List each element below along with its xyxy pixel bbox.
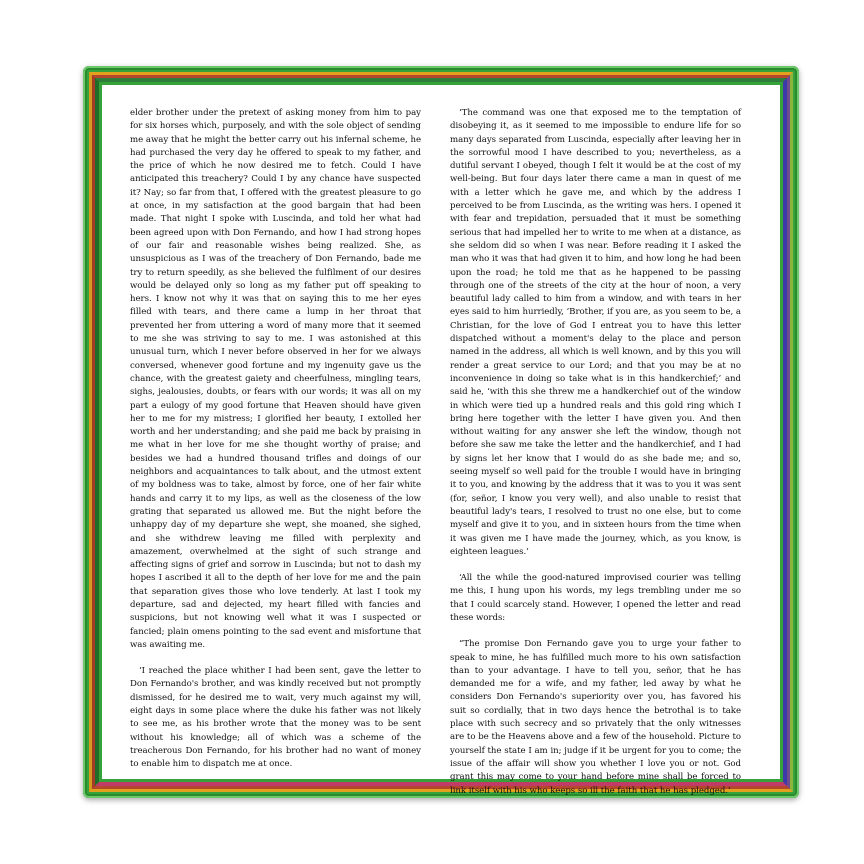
paragraph: ‘All the while the good-natured improvised courier was telling me this, I hung upon his words, my legs trembling under me so that I could scarcely stand. However, I opened the letter and read these words: xyxy=(450,573,741,623)
left-column xyxy=(130,107,421,785)
right-column xyxy=(450,107,741,811)
book-page xyxy=(102,85,780,796)
page-frame xyxy=(83,66,799,798)
paragraph: ‘I reached the place whither I had been sent, gave the letter to Don Fernando's brother, and was kindly received but not promptly dismissed, for he desired me to wait, very much against my will, eight days in some place where the duke his father was not likely to see me, as his brother wrote that the money was to be sent without his knowledge; all of which was a scheme of the treacherous Don Fernando, for his brother had no want of money to enable him to dispatch me at once. xyxy=(130,666,421,770)
paragraph: elder brother under the pretext of asking money from him to pay for six horses which, purposely, and with the sole object of sending me away that he might the better carry out his infernal scheme, he had purchased the very day he offered to speak to my father, and the price of which he now desired me to fetch. Could I have anticipated this treachery? Could I by any chance have suspected it? Nay; so far from that, I offered with the greatest pleasure to go at once, in my satisfaction at the good bargain that had been made. That night I spoke with Luscinda, and told her what had been agreed upon with Don Fernando, and how I had strong hopes of our fair and reasonable wishes being realized. She, as unsuspicious as I was of the treachery of Don Fernando, bade me try to return speedily, as she believed the fulfilment of our desires would be delayed only so long as my father put off speaking to hers. I know not why it was that on saying this to me her eyes filled with tears, and there came a lump in her throat that prevented her from uttering a word of many more that it seemed to me she was striving to say to me. I was astonished at this unusual turn, which I never before observed in her for we always conversed, whenever good fortune and my ingenuity gave us the chance, with the greatest gaiety and cheerfulness, mingling tears, sighs, jealousies, doubts, or fears with our words; it was all on my part a eulogy of my good fortune that Heaven should have given her to me for my mistress; I glorified her beauty, I extolled her worth and her understanding; and she paid me back by praising in me what in her love for me she thought worthy of praise; and besides we had a hundred thousand trifles and doings of our neighbors and acquaintances to talk about, and the utmost extent of my boldness was to take, almost by force, one of her fair white hands and carry it to my lips, as well as the closeness of the low grating that separated us allowed me. But the night before the unhappy day of my departure she wept, she moaned, she sighed, and she withdrew leaving me filled with perplexity and amazement, overwhelmed at the sight of such strange and affecting signs of grief and sorrow in Luscinda; but not to dash my hopes I ascribed it all to the depth of her love for me and the pain that separation gives those who love tenderly. At last I took my departure, sad and dejected, my heart filled with fancies and suspicions, but not knowing well what it was I suspected or fancied; plain omens pointing to the sad event and misfortune that was awaiting me. xyxy=(130,108,421,650)
paragraph: ‘The command was one that exposed me to the temptation of disobeying it, as it seemed to me impossible to endure life for so many days separated from Luscinda, especially after leaving her in the sorrowful mood I have described to you; nevertheless, as a dutiful servant I obeyed, though I felt it would be at the cost of my well-being. But four days later there came a man in quest of me with a letter which he gave me, and which by the address I perceived to be from Luscinda, as the writing was hers. I opened it with fear and trepidation, persuaded that it must be something serious that had impelled her to write to me when at a distance, as she seldom did so when I was near. Before reading it I asked the man who it was that had given it to him, and how long he had been upon the road; he told me that as he happened to be passing through one of the streets of the city at the hour of noon, a very beautiful lady called to him from a window, and with tears in her eyes said to him hurriedly, ‘Brother, if you are, as you seem to be, a Christian, for the love of God I entreat you to have this letter dispatched without a moment's delay to the place and person named in the address, all which is well known, and by this you will render a great service to our Lord; and that you may be at no inconvenience in doing so take what is in this handkerchief;’ and said he, ‘with this she threw me a handkerchief out of the window in which were tied up a hundred reals and this gold ring which I bring here together with the letter I have given you. And then without waiting for any answer she left the window, though not before she saw me take the letter and the handkerchief, and I had by signs let her know that I would do as she bade me; and so, seeing myself so well paid for the trouble I would have in bringing it to you, and knowing by the address that it was to you it was sent (for, señor, I know you very well), and also unable to resist that beautiful lady's tears, I resolved to trust no one else, but to come myself and give it to you, and in sixteen hours from the time when it was given me I have made the journey, which, as you know, is eighteen leagues.’ xyxy=(450,108,741,557)
paragraph: “The promise Don Fernando gave you to urge your father to speak to mine, he has fulfilled much more to his own satisfaction than to your advantage. I have to tell you, señor, that he has demanded me for a wife, and my father, led away by what he considers Don Fernando's superiority over you, has favored his suit so cordially, that in two days hence the betrothal is to take place with such secrecy and so privately that the only witnesses are to be the Heavens above and a few of the household. Picture to yourself the state I am in; judge if it be urgent for you to come; the issue of the affair will show you whether I love you or not. God grant this may come to your hand before mine shall be forced to link itself with his who keeps so ill the faith that he has pledged.’ xyxy=(450,639,741,796)
